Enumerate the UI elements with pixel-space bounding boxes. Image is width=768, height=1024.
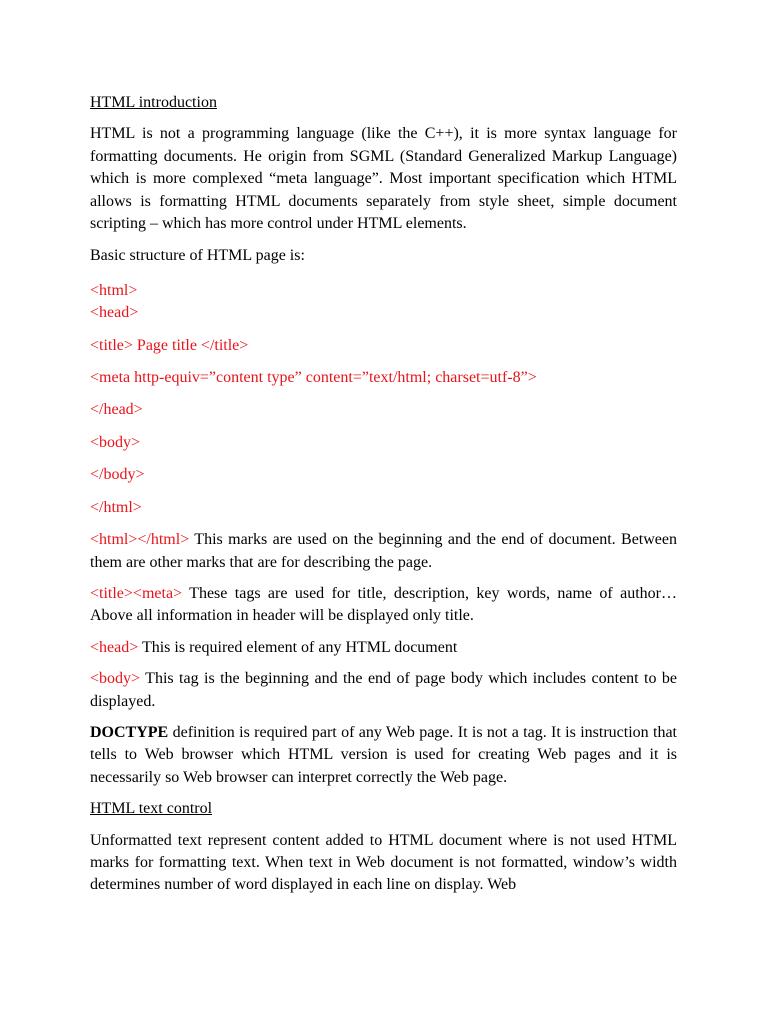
document-page bbox=[90, 92, 677, 906]
head-tag-label: <head> bbox=[90, 638, 139, 656]
doctype-label: DOCTYPE bbox=[90, 723, 169, 741]
code-line: <meta http-equiv=”content type” content=”text/html; charset=utf-8”> bbox=[90, 369, 537, 387]
code-line: <head> bbox=[90, 304, 139, 322]
code-line: </head> bbox=[90, 401, 143, 419]
html-tag-label: <html></html> bbox=[90, 531, 190, 549]
paragraph-intro: HTML is not a programming language (like the C++), it is more syntax language for formatting documents. He origin from SGML (Standard Generalized Markup Language) which is more complexed “meta language”. Most important specification which HTML allows is formatting HTML documents separately from style sheet, simple document scripting – which has more control under HTML elements. bbox=[90, 125, 677, 233]
heading-html-text-control: HTML text control bbox=[90, 800, 213, 818]
body-tag-label: <body> bbox=[90, 670, 141, 688]
code-line: </html> bbox=[90, 498, 142, 516]
paragraph-html-tag bbox=[90, 529, 677, 574]
body-tag-description: This tag is the beginning and the end of page body which includes content to be displayed. bbox=[90, 670, 677, 710]
code-block bbox=[90, 280, 677, 519]
basic-structure-label: Basic structure of HTML page is: bbox=[90, 247, 305, 265]
head-tag-description: This is required element of any HTML document bbox=[138, 638, 458, 656]
html-tag-description: This marks are used on the beginning and the end of document. Between them are other marks that are for describing the page. bbox=[90, 531, 677, 571]
code-line: <body> bbox=[90, 433, 141, 451]
paragraph-unformatted-text: Unformatted text represent content added to HTML document where is not used HTML marks for formatting text. When text in Web document is not formatted, window’s width determines number of word displayed in each line on display. Web bbox=[90, 831, 677, 894]
paragraph-doctype bbox=[90, 722, 677, 789]
paragraph-body-tag bbox=[90, 668, 677, 713]
code-line: <title> Page title </title> bbox=[90, 336, 249, 354]
title-meta-tag-label: <title><meta> bbox=[90, 584, 183, 602]
heading-html-introduction: HTML introduction bbox=[90, 94, 217, 111]
code-line: </body> bbox=[90, 466, 145, 484]
code-line: <html> bbox=[90, 281, 138, 299]
paragraph-title-meta-tag bbox=[90, 583, 677, 628]
paragraph-head-tag bbox=[90, 637, 677, 659]
doctype-description: definition is required part of any Web page. It is not a tag. It is instruction that tells to Web browser which HTML version is used for creating Web pages and it is necessarily so Web browser can interpret correctly the Web page. bbox=[90, 723, 677, 786]
title-meta-tag-description: These tags are used for title, description, key words, name of author… Above all information in header will be displayed only title. bbox=[90, 584, 677, 625]
